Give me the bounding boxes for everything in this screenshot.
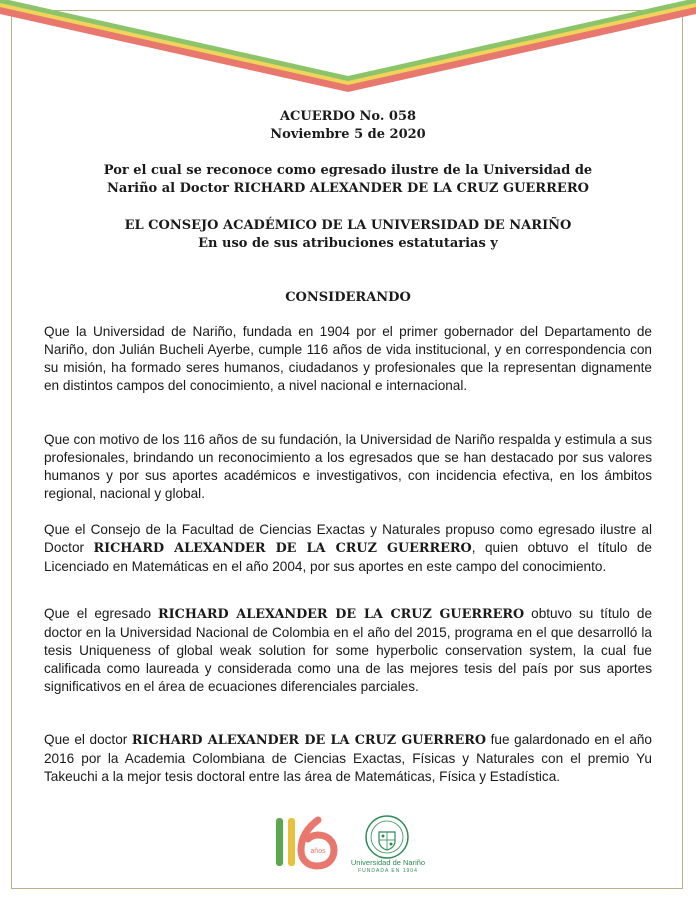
ribbon-green-stripe [0, 0, 696, 81]
logo-anos-text: años [310, 848, 326, 855]
agreement-date: Noviembre 5 de 2020 [270, 127, 426, 142]
council-title: EL CONSEJO ACADÉMICO DE LA UNIVERSIDAD DE NARIÑO [124, 218, 572, 233]
honoree-name: RICHARD ALEXANDER DE LA CRUZ GUERRERO [93, 541, 472, 556]
paragraph-3-text-start: Que el Consejo de la Facultad de Ciencias Exactas y Naturales propuso como egresado ilustre al Doctor [44, 522, 652, 555]
purpose-line-1: Por el cual se reconoce como egresado ilustre de la Universidad de [103, 163, 593, 178]
paragraph-3 [44, 521, 652, 576]
paragraph-2: Que con motivo de los 116 años de su fundación, la Universidad de Nariño respalda y estimula a sus profesionales, brindando un reconocimiento a los egresados que se han destacado por sus valores humanos y por sus aportes académicos e investigativos, con incidencia efectiva, en los ámbitos regional, nacional y global. [44, 432, 652, 501]
anniversary-116-logo [274, 814, 344, 870]
paragraph-5-text-start: Que el doctor [44, 732, 132, 747]
section-heading-considerando: CONSIDERANDO [285, 290, 411, 305]
logo-digit-one-yellow [288, 818, 295, 866]
paragraph-5 [44, 731, 652, 786]
paragraph-4-text-end: obtuvo su título de doctor en la Universidad Nacional de Colombia en el año del 2015, programa en el que desarrolló la tesis Uniqueness of global weak solution for some hyperbolic conservation system, la cual fue calificada como laureada y considerada como una de las mejores tesis del país por sus aportes significativos en el área de ecuaciones diferenciales parciales. [44, 606, 653, 694]
university-name: Universidad de Nariño [350, 858, 426, 867]
paragraph-1: Que la Universidad de Nariño, fundada en 1904 por el primer gobernador del Departamento de Nariño, don Julián Bucheli Ayerbe, cumple 116 años de vida institucional, y en correspondencia con su misión, ha formado seres humanos, ciudadanos y profesionales que la representan dignamente en distintos campos del conocimiento, a nivel nacional e internacional. [44, 324, 652, 393]
paragraph-5-text-end: fue galardonado en el año 2016 por la Academia Colombiana de Ciencias Exactas, Físicas y Naturales con el premio Yu Takeuchi a la mejor tesis doctoral entre las área de Matemáticas, Física y Estadística. [44, 732, 652, 784]
university-seal-icon [364, 814, 410, 860]
logo-digit-one-green [276, 818, 283, 866]
ribbon-yellow-stripe [0, 2, 696, 85]
logo-digit-six [301, 820, 334, 866]
agreement-number: ACUERDO No. 058 [279, 109, 417, 124]
honoree-name: RICHARD ALEXANDER DE LA CRUZ GUERRERO [158, 607, 525, 622]
honoree-name: RICHARD ALEXANDER DE LA CRUZ GUERRERO [131, 733, 486, 748]
paragraph-4 [44, 605, 652, 696]
council-authority: En uso de sus atribuciones estatutarias y [198, 236, 498, 251]
university-founded: FUNDADA EN 1904 [358, 868, 418, 874]
paragraph-3-text-end: , quien obtuvo el título de Licenciado en Matemáticas en el año 2004, por sus aportes en este campo del conocimiento. [44, 540, 652, 574]
tricolor-ribbon [0, 0, 696, 95]
paragraph-4-text-start: Que el egresado [44, 606, 159, 621]
purpose-line-2: Nariño al Doctor RICHARD ALEXANDER DE LA CRUZ GUERRERO [107, 181, 589, 196]
